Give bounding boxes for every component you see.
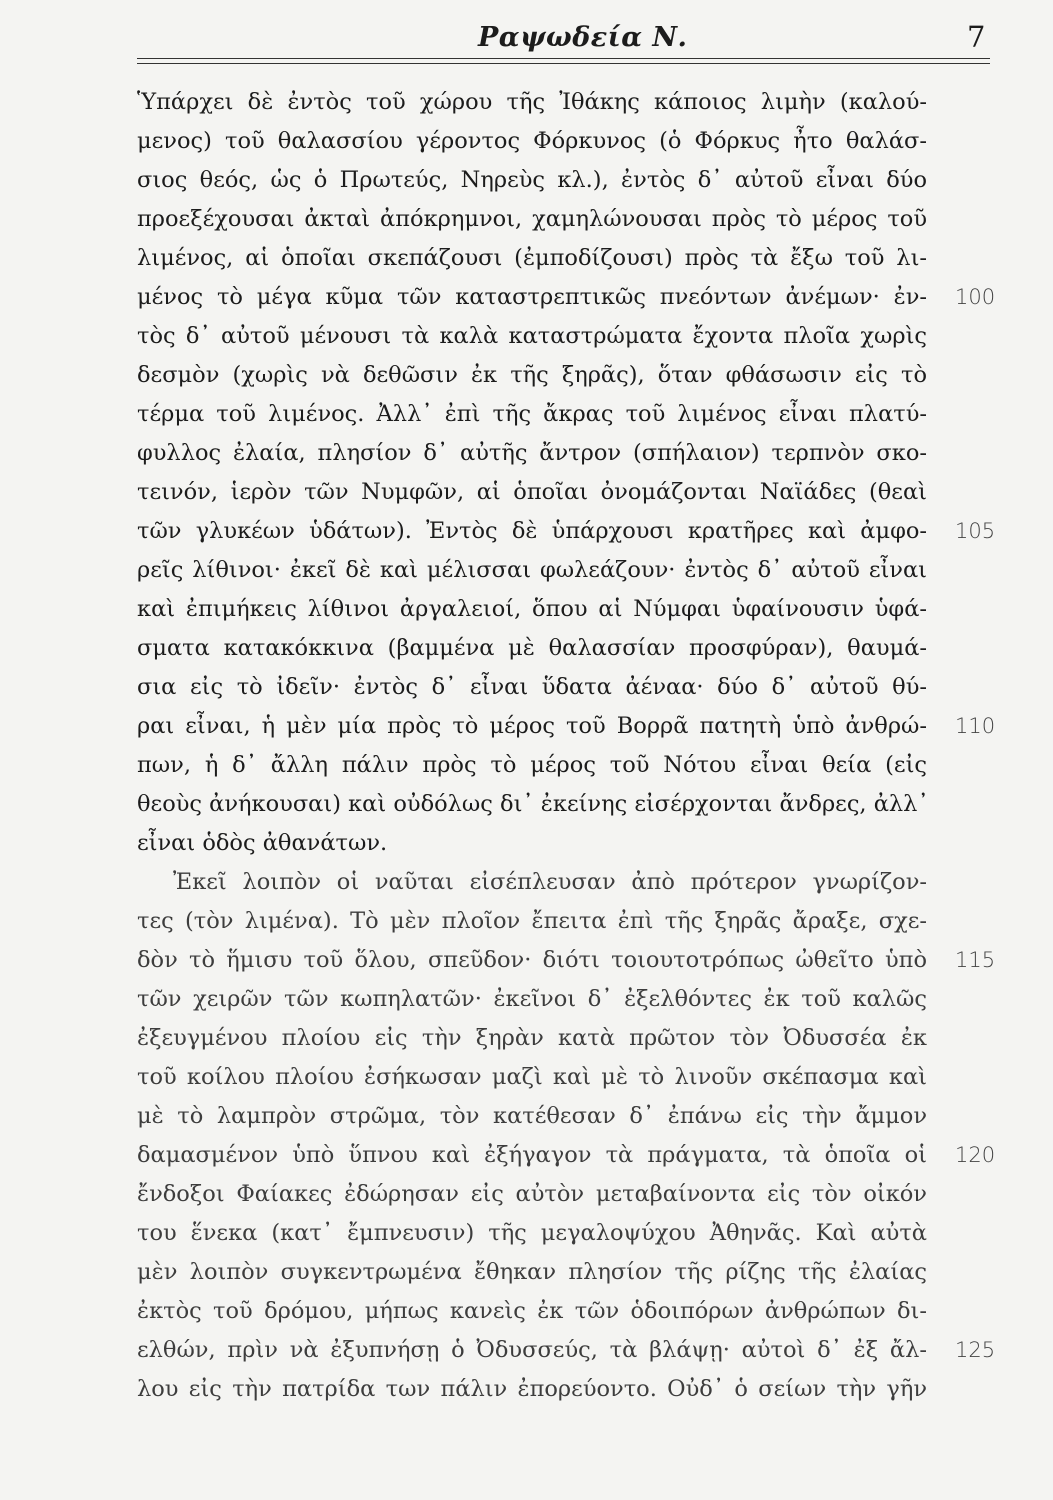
text-line: τοῦ κοίλου πλοίου ἐσήκωσαν μαζὶ καὶ μὲ τὸ λινοῦν σκέπασμα καὶ	[137, 1064, 927, 1090]
page-number: 7	[967, 20, 986, 54]
text-line: ἔνδοξοι Φαίακες ἐδώρησαν εἰς αὐτὸν μεταβαίνοντα εἰς τὸν οἰκόν	[137, 1181, 927, 1207]
text-line: τῶν γλυκέων ὑδάτων). Ἐντὸς δὲ ὑπάρχουσι κρατῆρες καὶ ἀμφο-	[137, 518, 927, 544]
text-line: δεσμὸν (χωρὶς νὰ δεθῶσιν ἐκ τῆς ξηρᾶς), ὅταν φθάσωσιν εἰς τὸ	[137, 362, 927, 388]
text-line: λιμένος, αἱ ὁποῖαι σκεπάζουσι (ἐμποδίζουσι) πρὸς τὰ ἔξω τοῦ λι-	[137, 245, 927, 271]
text-line: του ἕνεκα (κατ᾽ ἔμπνευσιν) τῆς μεγαλοψύχου Ἀθηνᾶς. Καὶ αὐτὰ	[137, 1220, 927, 1246]
text-line: μὲ τὸ λαμπρὸν στρῶμα, τὸν κατέθεσαν δ᾽ ἐπάνω εἰς τὴν ἄμμον	[137, 1103, 927, 1129]
text-line: Ὑπάρχει δὲ ἐντὸς τοῦ χώρου τῆς Ἰθάκης κάποιος λιμὴν (καλού-	[137, 89, 927, 115]
text-line: σματα κατακόκκινα (βαμμένα μὲ θαλασσίαν προσφύραν), θαυμά-	[137, 635, 927, 661]
text-line: προεξέχουσαι ἀκταὶ ἀπόκρημνοι, χαμηλώνουσαι πρὸς τὸ μέρος τοῦ	[137, 206, 927, 232]
text-line: φυλλος ἐλαία, πλησίον δ᾽ αὐτῆς ἄντρον (σπήλαιον) τερπνὸν σκο-	[137, 440, 927, 466]
text-line: ραι εἶναι, ἡ μὲν μία πρὸς τὸ μέρος τοῦ Βορρᾶ πατητὴ ὑπὸ ἀνθρώ-	[137, 713, 927, 739]
line-number: 100	[955, 285, 996, 309]
text-line: τεινόν, ἱερὸν τῶν Νυμφῶν, αἱ ὁποῖαι ὀνομάζονται Ναϊάδες (θεαὶ	[137, 479, 927, 505]
text-line: καὶ ἐπιμήκεις λίθινοι ἀργαλειοί, ὅπου αἱ Νύμφαι ὑφαίνουσιν ὑφά-	[137, 596, 927, 622]
text-line: τὸς δ᾽ αὐτοῦ μένουσι τὰ καλὰ καταστρώματα ἔχοντα πλοῖα χωρὶς	[137, 323, 927, 349]
header-rule	[137, 58, 990, 59]
text-line: ἐκτὸς τοῦ δρόμου, μήπως κανεὶς ἐκ τῶν ὁδοιπόρων ἀνθρώπων δι-	[137, 1298, 927, 1324]
header-rule	[137, 63, 990, 64]
line-number: 125	[955, 1338, 996, 1362]
line-number: 110	[955, 714, 996, 738]
text-line: μένος τὸ μέγα κῦμα τῶν καταστρεπτικῶς πνεόντων ἀνέμων· ἐν-	[137, 284, 927, 310]
line-number: 120	[955, 1143, 996, 1167]
line-number: 115	[955, 948, 996, 972]
text-line: τῶν χειρῶν τῶν κωπηλατῶν· ἐκεῖνοι δ᾽ ἐξελθόντες ἐκ τοῦ καλῶς	[137, 986, 927, 1012]
line-number: 105	[955, 519, 996, 543]
text-line: δαμασμένον ὑπὸ ὕπνου καὶ ἐξήγαγον τὰ πράγματα, τὰ ὁποῖα οἱ	[137, 1142, 927, 1168]
text-line: θεοὺς ἀνήκουσαι) καὶ οὐδόλως δι᾽ ἐκείνης εἰσέρχονται ἄνδρες, ἀλλ᾽	[137, 791, 929, 817]
text-line: μὲν λοιπὸν συγκεντρωμένα ἔθηκαν πλησίον τῆς ρίζης τῆς ἐλαίας	[137, 1259, 927, 1285]
text-line: ελθών, πρὶν νὰ ἐξυπνήσῃ ὁ Ὀδυσσεύς, τὰ βλάψῃ· αὐτοὶ δ᾽ ἐξ ἄλ-	[137, 1337, 927, 1363]
running-head: Ραψωδεία Ν.	[478, 22, 688, 53]
text-line: Ἐκεῖ λοιπὸν οἱ ναῦται εἰσέπλευσαν ἀπὸ πρότερον γνωρίζον-	[173, 869, 927, 895]
text-line: λου εἰς τὴν πατρίδα των πάλιν ἐπορεύοντο. Οὐδ᾽ ὁ σείων τὴν γῆν	[137, 1376, 927, 1402]
text-line: τέρμα τοῦ λιμένος. Ἀλλ᾽ ἐπὶ τῆς ἄκρας τοῦ λιμένος εἶναι πλατύ-	[137, 401, 927, 427]
text-line: σια εἰς τὸ ἰδεῖν· ἐντὸς δ᾽ εἶναι ὕδατα ἀέναα· δύο δ᾽ αὐτοῦ θύ-	[137, 674, 927, 700]
page-header	[0, 0, 1053, 70]
text-line: ἐξευγμένου πλοίου εἰς τὴν ξηρὰν κατὰ πρῶτον τὸν Ὀδυσσέα ἐκ	[137, 1025, 927, 1051]
text-line: πων, ἡ δ᾽ ἄλλη πάλιν πρὸς τὸ μέρος τοῦ Νότου εἶναι θεία (εἰς	[137, 752, 927, 778]
text-line: ρεῖς λίθινοι· ἐκεῖ δὲ καὶ μέλισσαι φωλεάζουν· ἐντὸς δ᾽ αὐτοῦ εἶναι	[137, 557, 927, 583]
text-line: δὸν τὸ ἥμισυ τοῦ ὅλου, σπεῦδον· διότι τοιουτοτρόπως ὠθεῖτο ὑπὸ	[137, 947, 927, 973]
text-line: σιος θεός, ὡς ὁ Πρωτεύς, Νηρεὺς κλ.), ἐντὸς δ᾽ αὐτοῦ εἶναι δύο	[137, 167, 927, 193]
text-line: μενος) τοῦ θαλασσίου γέροντος Φόρκυνος (ὁ Φόρκυς ἦτο θαλάσ-	[137, 128, 927, 154]
text-line: τες (τὸν λιμένα). Τὸ μὲν πλοῖον ἔπειτα ἐπὶ τῆς ξηρᾶς ἄραξε, σχε-	[137, 908, 927, 934]
text-line: εἶναι ὁδὸς ἀθανάτων.	[137, 830, 388, 856]
